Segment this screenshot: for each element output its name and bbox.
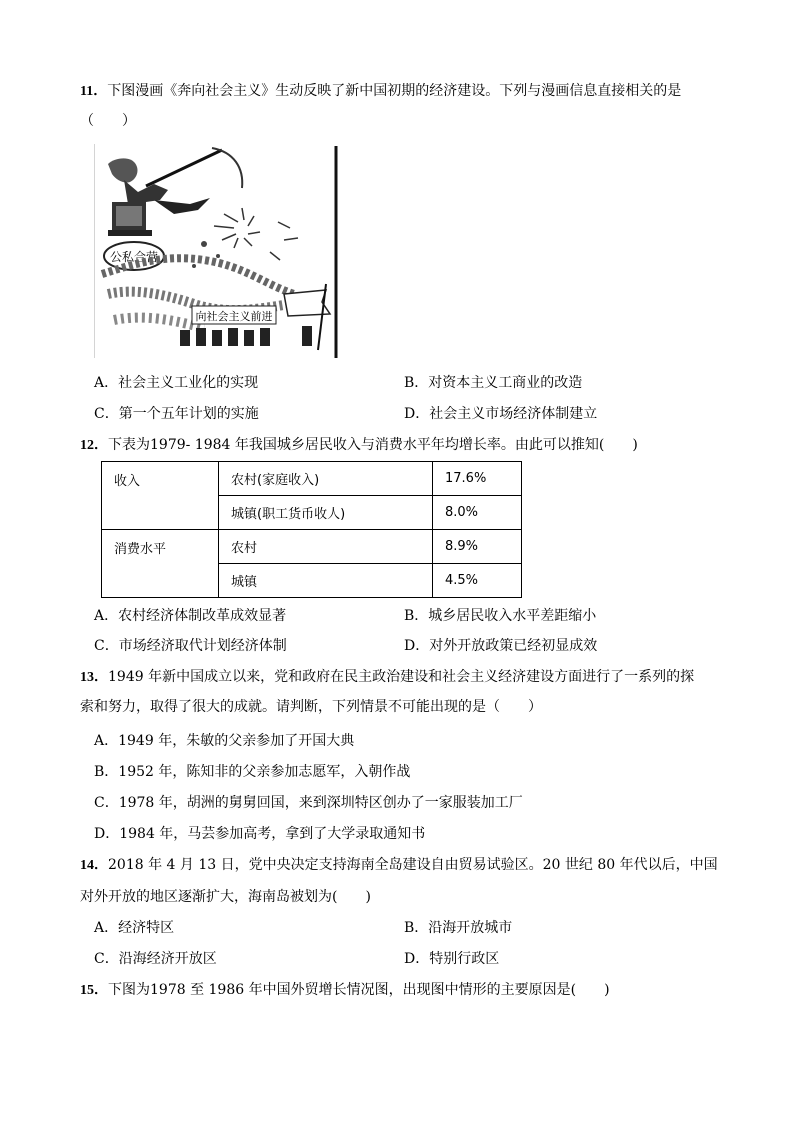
q14-stem-line1: [80, 856, 718, 875]
q11-stem-line1: [80, 82, 681, 101]
q12-option-c[interactable]: C．市场经济取代计划经济体制: [94, 638, 287, 654]
q13-option-c[interactable]: C．1978 年，胡洲的舅舅回国，来到深圳特区创办了一家服装加工厂: [94, 795, 523, 811]
table-cell-item: 农村(家庭收入): [219, 462, 433, 496]
q15-number: 15．: [80, 983, 108, 998]
comic-drawing: [94, 144, 338, 358]
q12-option-a[interactable]: A．农村经济体制改革成效显著: [94, 608, 287, 624]
q13-stem-text: 1949 年新中国成立以来，党和政府在民主政治建设和社会主义经济建设方面进行了一系列的探: [108, 669, 695, 685]
q11-option-c[interactable]: C．第一个五年计划的实施: [94, 406, 259, 422]
income-consumption-table: [101, 461, 522, 598]
q11-option-d[interactable]: D．社会主义市场经济体制建立: [404, 406, 598, 422]
q11-stem-text: 下图漫画《奔向社会主义》生动反映了新中国初期的经济建设。下列与漫画信息直接相关的是: [107, 83, 682, 99]
q12-option-b[interactable]: B．城乡居民收入水平差距缩小: [404, 608, 597, 624]
q15-stem-text: 下图为1978 至 1986 年中国外贸增长情况图，出现图中情形的主要原因是( ): [108, 982, 610, 998]
q11-number: 11．: [80, 84, 108, 99]
comic-label-march: 向社会主义前进: [195, 310, 273, 323]
q14-option-b[interactable]: B．沿海开放城市: [404, 920, 513, 936]
table-cell-value: 4.5%: [433, 564, 522, 598]
q13-option-d[interactable]: D．1984 年，马芸参加高考，拿到了大学录取通知书: [94, 826, 426, 842]
q13-stem-line1: [80, 668, 694, 687]
table-cell-item: 农村: [219, 530, 433, 564]
q13-option-b[interactable]: B．1952 年，陈知非的父亲参加志愿军，入朝作战: [94, 764, 411, 780]
q12-number: 12．: [80, 438, 108, 453]
comic-label-joint-venture: 公私合营: [109, 250, 159, 264]
table-cell-consumption-label: 消费水平: [102, 530, 219, 598]
comic-illustration: [94, 144, 338, 358]
q14-option-d[interactable]: D．特别行政区: [404, 951, 500, 967]
table-row: [102, 530, 522, 564]
q11-stem-line2: （ ）: [80, 113, 136, 129]
q12-option-d[interactable]: D．对外开放政策已经初显成效: [404, 638, 598, 654]
q15-stem-line1: [80, 981, 610, 1000]
table-cell-value: 8.0%: [433, 496, 522, 530]
table-cell-value: 17.6%: [433, 462, 522, 496]
table-row: [102, 462, 522, 496]
q14-option-a[interactable]: A．经济特区: [94, 920, 175, 936]
q13-number: 13．: [80, 670, 108, 685]
table-cell-item: 城镇: [219, 564, 433, 598]
q12-stem-text: 下表为1979- 1984 年我国城乡居民收入与消费水平年均增长率。由此可以推知( ): [108, 437, 638, 453]
q14-option-c[interactable]: C．沿海经济开放区: [94, 951, 217, 967]
q14-stem-text: 2018 年 4 月 13 日，党中央决定支持海南全岛建设自由贸易试验区。20 世纪 80 年代以后，中国: [108, 857, 718, 873]
q11-option-b[interactable]: B．对资本主义工商业的改造: [404, 375, 583, 391]
q14-number: 14．: [80, 858, 108, 873]
q14-stem-line2: 对外开放的地区逐渐扩大，海南岛被划为( ): [80, 889, 371, 905]
q13-stem-line2: 索和努力，取得了很大的成就。请判断，下列情景不可能出现的是（ ）: [80, 699, 542, 715]
table-cell-item: 城镇(职工货币收人): [219, 496, 433, 530]
q11-option-a[interactable]: A．社会主义工业化的实现: [94, 375, 259, 391]
table-cell-value: 8.9%: [433, 530, 522, 564]
q13-option-a[interactable]: A．1949 年，朱敏的父亲参加了开国大典: [94, 733, 355, 749]
table-cell-income-label: 收入: [102, 462, 219, 530]
q12-stem-line1: [80, 436, 638, 455]
